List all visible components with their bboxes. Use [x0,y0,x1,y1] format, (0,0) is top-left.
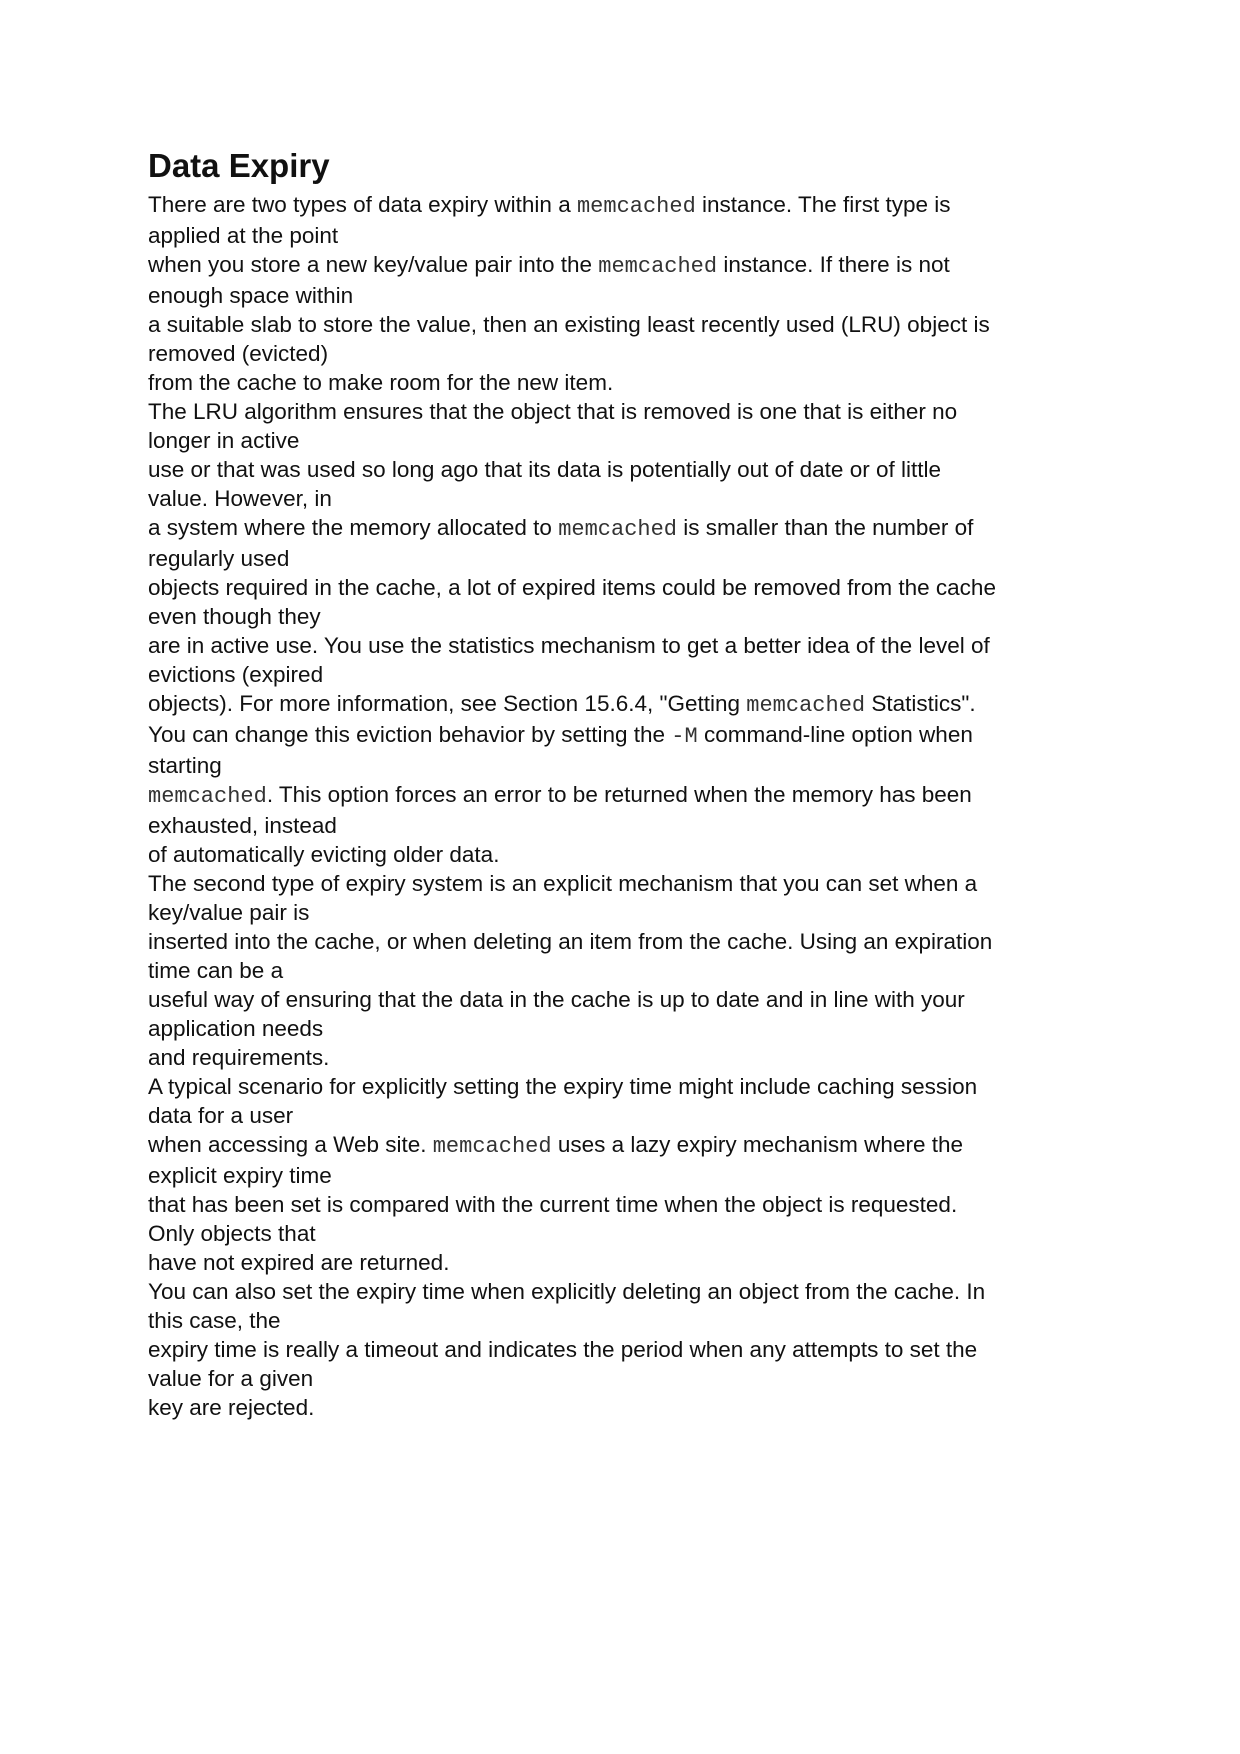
text-line [148,310,1108,339]
text-segment: regularly used [148,546,290,571]
text-segment: instance. The first type is [695,192,951,217]
text-segment: objects). For more information, see Section 15.6.4, "Getting [148,691,747,716]
text-line [148,1190,1108,1219]
text-line [148,720,1108,751]
text-line [148,221,1108,250]
code-term: memcached [148,784,267,809]
code-term: memcached [432,1134,552,1159]
text-line [148,544,1108,573]
document-page [148,144,1108,1422]
text-line [148,339,1108,368]
text-line [148,927,1108,956]
code-term: memcached [746,693,866,718]
text-segment: key/value pair is [148,900,310,925]
text-segment: objects required in the cache, a lot of expired items could be removed from the cache [148,575,996,600]
text-line [148,1306,1108,1335]
text-segment: Only objects that [148,1221,316,1246]
text-segment: removed (evicted) [148,341,329,366]
text-line [148,1072,1108,1101]
text-line [148,751,1108,780]
text-line [148,368,1108,397]
text-line [148,426,1108,455]
text-line [148,397,1108,426]
text-segment: applied at the point [148,223,339,248]
text-segment: longer in active [148,428,300,453]
text-segment: command-line option when [697,722,973,747]
text-segment: value. However, in [148,486,332,511]
text-segment: when accessing a Web site. [148,1132,433,1157]
text-line [148,985,1108,1014]
text-segment: time can be a [148,958,284,983]
text-line [148,689,1108,720]
text-segment: value for a given [148,1366,314,1391]
text-line [148,1219,1108,1248]
code-term: memcached [598,254,718,279]
text-line [148,1014,1108,1043]
code-term: -M [671,724,698,749]
text-segment: Statistics". [865,691,976,716]
text-line [148,1130,1108,1161]
text-segment: There are two types of data expiry within a [148,192,577,217]
text-segment: and requirements. [148,1045,330,1070]
text-segment: a system where the memory allocated to [148,515,559,540]
text-segment: key are rejected. [148,1395,315,1420]
text-line [148,660,1108,689]
text-segment: A typical scenario for explicitly setting the expiry time might include caching session [148,1074,978,1099]
text-line [148,190,1108,221]
text-line [148,840,1108,869]
text-line [148,602,1108,631]
text-segment: are in active use. You use the statistics mechanism to get a better idea of the level of [148,633,990,658]
text-segment: The LRU algorithm ensures that the object that is removed is one that is either no [148,399,958,424]
text-line [148,573,1108,602]
text-line [148,484,1108,513]
text-segment: when you store a new key/value pair into the [148,252,599,277]
text-line [148,455,1108,484]
text-segment: from the cache to make room for the new item. [148,370,614,395]
text-segment: enough space within [148,283,354,308]
text-line [148,1364,1108,1393]
text-segment: data for a user [148,1103,294,1128]
text-segment: inserted into the cache, or when deleting an item from the cache. Using an expiration [148,929,993,954]
text-segment: uses a lazy expiry mechanism where the [551,1132,963,1157]
text-line [148,1161,1108,1190]
text-segment: that has been set is compared with the current time when the object is requested. [148,1192,958,1217]
text-segment: explicit expiry time [148,1163,332,1188]
text-segment: use or that was used so long ago that its data is potentially out of date or of little [148,457,941,482]
text-segment: exhausted, instead [148,813,337,838]
text-segment: The second type of expiry system is an explicit mechanism that you can set when a [148,871,978,896]
text-segment: of automatically evicting older data. [148,842,500,867]
text-segment: even though they [148,604,321,629]
text-segment: have not expired are returned. [148,1250,450,1275]
page-title: Data Expiry [148,147,330,184]
body-text [148,190,1108,1422]
text-segment: expiry time is really a timeout and indicates the period when any attempts to set the [148,1337,978,1362]
text-line [148,1335,1108,1364]
text-line [148,956,1108,985]
text-line [148,1277,1108,1306]
text-line [148,780,1108,811]
text-line [148,631,1108,660]
text-segment: evictions (expired [148,662,324,687]
text-line [148,513,1108,544]
text-segment: a suitable slab to store the value, then an existing least recently used (LRU) object is [148,312,990,337]
text-line [148,250,1108,281]
text-segment: instance. If there is not [717,252,950,277]
code-term: memcached [558,517,678,542]
text-line [148,811,1108,840]
text-segment: You can also set the expiry time when explicitly deleting an object from the cache. In [148,1279,986,1304]
text-segment: this case, the [148,1308,281,1333]
text-line [148,869,1108,898]
text-line [148,1248,1108,1277]
text-segment: starting [148,753,222,778]
text-segment: useful way of ensuring that the data in the cache is up to date and in line with your [148,987,965,1012]
text-segment: You can change this eviction behavior by setting the [148,722,672,747]
text-line [148,281,1108,310]
code-term: memcached [576,194,696,219]
text-line [148,1043,1108,1072]
text-line [148,1393,1108,1422]
text-line [148,898,1108,927]
text-segment: application needs [148,1016,324,1041]
text-segment: . This option forces an error to be returned when the memory has been [266,782,972,807]
text-segment: is smaller than the number of [677,515,974,540]
text-line [148,1101,1108,1130]
